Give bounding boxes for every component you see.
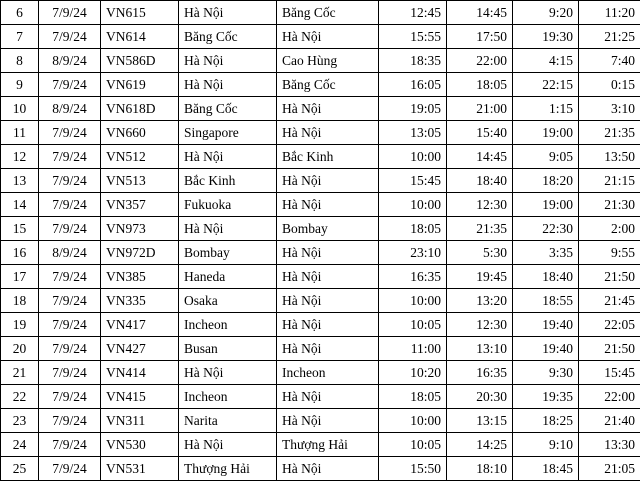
cell-t3: 19:40 [513,337,579,361]
cell-flight: VN335 [101,289,179,313]
cell-t1: 10:00 [379,193,447,217]
cell-date: 7/9/24 [39,25,101,49]
cell-date: 8/9/24 [39,241,101,265]
cell-t1: 10:00 [379,289,447,313]
cell-flight: VN414 [101,361,179,385]
cell-from: Hà Nội [179,217,277,241]
cell-t3: 3:35 [513,241,579,265]
cell-t3: 18:20 [513,169,579,193]
cell-from: Incheon [179,385,277,409]
cell-to: Hà Nội [277,457,379,481]
cell-t3: 18:25 [513,409,579,433]
cell-no: 10 [1,97,39,121]
cell-to: Bắc Kinh [277,145,379,169]
table-row [1,193,640,217]
cell-flight: VN427 [101,337,179,361]
cell-t4: 21:05 [579,457,640,481]
cell-t2: 12:30 [447,313,513,337]
cell-t3: 1:15 [513,97,579,121]
cell-t2: 17:50 [447,25,513,49]
cell-to: Hà Nội [277,409,379,433]
table-row [1,121,640,145]
table-row [1,409,640,433]
cell-t1: 10:00 [379,409,447,433]
cell-from: Narita [179,409,277,433]
cell-no: 17 [1,265,39,289]
table-row [1,385,640,409]
cell-to: Hà Nội [277,265,379,289]
cell-no: 6 [1,1,39,25]
cell-flight: VN311 [101,409,179,433]
cell-t2: 5:30 [447,241,513,265]
table-row [1,217,640,241]
cell-t3: 22:15 [513,73,579,97]
cell-t1: 18:05 [379,385,447,409]
table-row [1,1,640,25]
cell-to: Băng Cốc [277,1,379,25]
cell-t1: 15:50 [379,457,447,481]
cell-date: 7/9/24 [39,457,101,481]
cell-date: 7/9/24 [39,121,101,145]
cell-from: Hà Nội [179,433,277,457]
cell-no: 9 [1,73,39,97]
cell-t3: 9:05 [513,145,579,169]
cell-to: Hà Nội [277,169,379,193]
cell-date: 7/9/24 [39,265,101,289]
cell-flight: VN417 [101,313,179,337]
table-row [1,169,640,193]
cell-no: 13 [1,169,39,193]
cell-no: 20 [1,337,39,361]
cell-t2: 18:05 [447,73,513,97]
cell-t2: 18:10 [447,457,513,481]
cell-date: 8/9/24 [39,49,101,73]
cell-t3: 9:10 [513,433,579,457]
cell-from: Thượng Hải [179,457,277,481]
cell-t2: 13:20 [447,289,513,313]
table-row [1,73,640,97]
cell-t1: 10:20 [379,361,447,385]
cell-to: Băng Cốc [277,73,379,97]
cell-t1: 18:05 [379,217,447,241]
cell-to: Hà Nội [277,121,379,145]
cell-flight: VN357 [101,193,179,217]
cell-no: 7 [1,25,39,49]
cell-t3: 22:30 [513,217,579,241]
cell-t4: 21:35 [579,121,640,145]
cell-t3: 9:30 [513,361,579,385]
cell-no: 22 [1,385,39,409]
cell-to: Hà Nội [277,25,379,49]
cell-t3: 19:00 [513,121,579,145]
cell-date: 7/9/24 [39,361,101,385]
table-row [1,241,640,265]
cell-date: 7/9/24 [39,337,101,361]
cell-t3: 18:40 [513,265,579,289]
cell-t2: 21:00 [447,97,513,121]
cell-from: Fukuoka [179,193,277,217]
cell-date: 7/9/24 [39,217,101,241]
cell-flight: VN415 [101,385,179,409]
cell-no: 16 [1,241,39,265]
cell-no: 24 [1,433,39,457]
cell-flight: VN531 [101,457,179,481]
cell-date: 7/9/24 [39,409,101,433]
cell-from: Haneda [179,265,277,289]
cell-from: Hà Nội [179,1,277,25]
cell-flight: VN660 [101,121,179,145]
cell-t1: 10:00 [379,145,447,169]
table-row [1,457,640,481]
cell-t1: 15:55 [379,25,447,49]
cell-no: 11 [1,121,39,145]
cell-from: Bắc Kinh [179,169,277,193]
cell-flight: VN530 [101,433,179,457]
cell-no: 23 [1,409,39,433]
table-row [1,265,640,289]
cell-date: 7/9/24 [39,169,101,193]
cell-date: 8/9/24 [39,97,101,121]
cell-t4: 0:15 [579,73,640,97]
cell-no: 19 [1,313,39,337]
cell-no: 15 [1,217,39,241]
cell-t4: 21:40 [579,409,640,433]
cell-t4: 21:30 [579,193,640,217]
cell-flight: VN972D [101,241,179,265]
cell-date: 7/9/24 [39,1,101,25]
cell-to: Hà Nội [277,289,379,313]
cell-t2: 12:30 [447,193,513,217]
cell-t4: 22:00 [579,385,640,409]
cell-t4: 2:00 [579,217,640,241]
cell-flight: VN614 [101,25,179,49]
cell-flight: VN512 [101,145,179,169]
table-row [1,145,640,169]
cell-t2: 13:15 [447,409,513,433]
cell-t4: 7:40 [579,49,640,73]
cell-no: 8 [1,49,39,73]
cell-t2: 13:10 [447,337,513,361]
cell-to: Hà Nội [277,337,379,361]
cell-t3: 4:15 [513,49,579,73]
cell-t3: 19:30 [513,25,579,49]
cell-flight: VN586D [101,49,179,73]
cell-t2: 14:25 [447,433,513,457]
cell-from: Hà Nội [179,49,277,73]
table-body [1,1,640,481]
cell-from: Hà Nội [179,361,277,385]
cell-t1: 16:35 [379,265,447,289]
cell-date: 7/9/24 [39,193,101,217]
cell-no: 21 [1,361,39,385]
table-row [1,313,640,337]
cell-t4: 13:50 [579,145,640,169]
cell-t1: 23:10 [379,241,447,265]
cell-t1: 15:45 [379,169,447,193]
cell-flight: VN385 [101,265,179,289]
cell-t1: 13:05 [379,121,447,145]
table-row [1,433,640,457]
cell-no: 18 [1,289,39,313]
cell-t4: 21:25 [579,25,640,49]
cell-from: Hà Nội [179,73,277,97]
cell-no: 14 [1,193,39,217]
cell-no: 12 [1,145,39,169]
cell-t4: 13:30 [579,433,640,457]
cell-t2: 18:40 [447,169,513,193]
table-row [1,361,640,385]
table-row [1,289,640,313]
cell-date: 7/9/24 [39,73,101,97]
cell-flight: VN513 [101,169,179,193]
table-row [1,337,640,361]
cell-t3: 18:55 [513,289,579,313]
cell-to: Hà Nội [277,313,379,337]
cell-t2: 14:45 [447,1,513,25]
cell-date: 7/9/24 [39,145,101,169]
cell-t4: 9:55 [579,241,640,265]
cell-t2: 15:40 [447,121,513,145]
cell-t1: 11:00 [379,337,447,361]
cell-date: 7/9/24 [39,385,101,409]
cell-t4: 11:20 [579,1,640,25]
cell-t4: 22:05 [579,313,640,337]
cell-t3: 9:20 [513,1,579,25]
cell-t2: 14:45 [447,145,513,169]
cell-t1: 19:05 [379,97,447,121]
cell-to: Incheon [277,361,379,385]
cell-flight: VN615 [101,1,179,25]
cell-date: 7/9/24 [39,289,101,313]
cell-from: Singapore [179,121,277,145]
table-row [1,49,640,73]
cell-to: Hà Nội [277,193,379,217]
cell-t1: 16:05 [379,73,447,97]
cell-no: 25 [1,457,39,481]
cell-date: 7/9/24 [39,313,101,337]
cell-from: Băng Cốc [179,25,277,49]
cell-from: Busan [179,337,277,361]
cell-t4: 21:50 [579,265,640,289]
cell-t4: 21:50 [579,337,640,361]
cell-from: Osaka [179,289,277,313]
cell-t1: 10:05 [379,433,447,457]
cell-t2: 22:00 [447,49,513,73]
cell-from: Hà Nội [179,145,277,169]
cell-t4: 15:45 [579,361,640,385]
cell-t2: 19:45 [447,265,513,289]
cell-flight: VN618D [101,97,179,121]
cell-date: 7/9/24 [39,433,101,457]
cell-to: Thượng Hải [277,433,379,457]
cell-t1: 12:45 [379,1,447,25]
cell-t1: 18:35 [379,49,447,73]
cell-to: Cao Hùng [277,49,379,73]
cell-t3: 19:00 [513,193,579,217]
cell-t2: 20:30 [447,385,513,409]
cell-flight: VN619 [101,73,179,97]
cell-t3: 19:35 [513,385,579,409]
cell-to: Bombay [277,217,379,241]
cell-t2: 16:35 [447,361,513,385]
cell-to: Hà Nội [277,385,379,409]
cell-t4: 21:45 [579,289,640,313]
table-row [1,97,640,121]
cell-t3: 18:45 [513,457,579,481]
cell-t3: 19:40 [513,313,579,337]
cell-flight: VN973 [101,217,179,241]
cell-t2: 21:35 [447,217,513,241]
cell-to: Hà Nội [277,241,379,265]
cell-t1: 10:05 [379,313,447,337]
table-row [1,25,640,49]
cell-to: Hà Nội [277,97,379,121]
cell-from: Incheon [179,313,277,337]
cell-from: Bombay [179,241,277,265]
cell-t4: 21:15 [579,169,640,193]
cell-t4: 3:10 [579,97,640,121]
cell-from: Băng Cốc [179,97,277,121]
